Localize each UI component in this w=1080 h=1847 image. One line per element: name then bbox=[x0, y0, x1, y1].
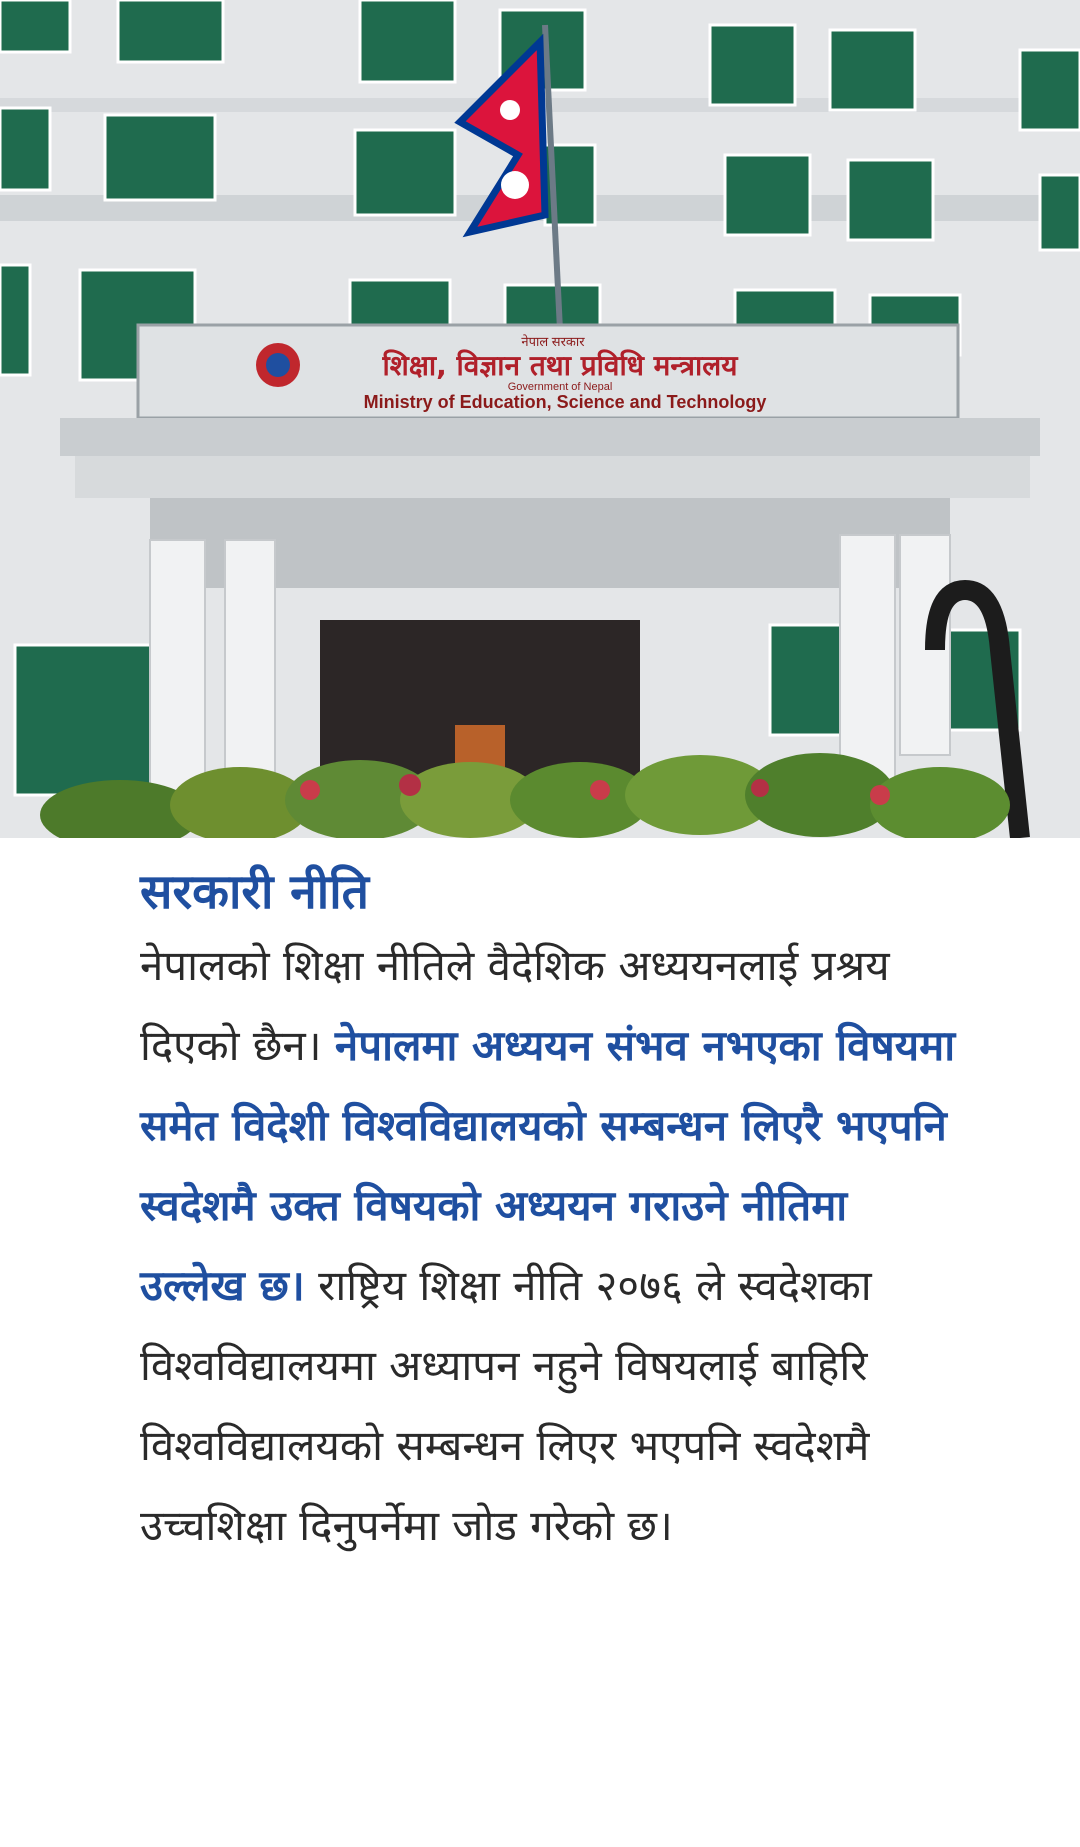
paragraph-rest: राष्ट्रिय शिक्षा नीति २०७६ ले स्वदेशका विश्वविद्यालयमा अध्यापन नहुने विषयलाई बाहिरि विश्वविद्यालयको सम्बन्धन लिएर भएपनि स्वदेशमै उच्चशिक्षा दिनुपर्नेमा जोड गरेको छ। bbox=[140, 1261, 872, 1550]
section-heading: सरकारी नीति bbox=[140, 864, 370, 920]
ministry-building-photo bbox=[0, 0, 1080, 838]
paragraph-highlight: नेपालमा अध्ययन संभव नभएका विषयमा समेत विदेशी विश्वविद्यालयको सम्बन्धन लिएरै भएपनि स्वदेशमै उक्त विषयको अध्ययन गराउने नीतिमा उल्लेख छ। bbox=[140, 1021, 956, 1310]
sign-english-name: Ministry of Education, Science and Technology bbox=[363, 392, 767, 412]
building-illustration bbox=[0, 0, 1080, 838]
sign-small-text: नेपाल सरकार bbox=[521, 334, 585, 349]
sign-nepali-name: शिक्षा, विज्ञान तथा प्रविधि मन्त्रालय bbox=[382, 349, 738, 382]
text-section bbox=[0, 838, 1080, 1847]
paragraph-intro: नेपालको शिक्षा नीतिले वैदेशिक अध्ययनलाई प्रश्रय दिएको छैन। bbox=[140, 941, 890, 1070]
sign-gov-line: Government of Nepal bbox=[507, 381, 613, 393]
paragraph bbox=[140, 926, 960, 1566]
